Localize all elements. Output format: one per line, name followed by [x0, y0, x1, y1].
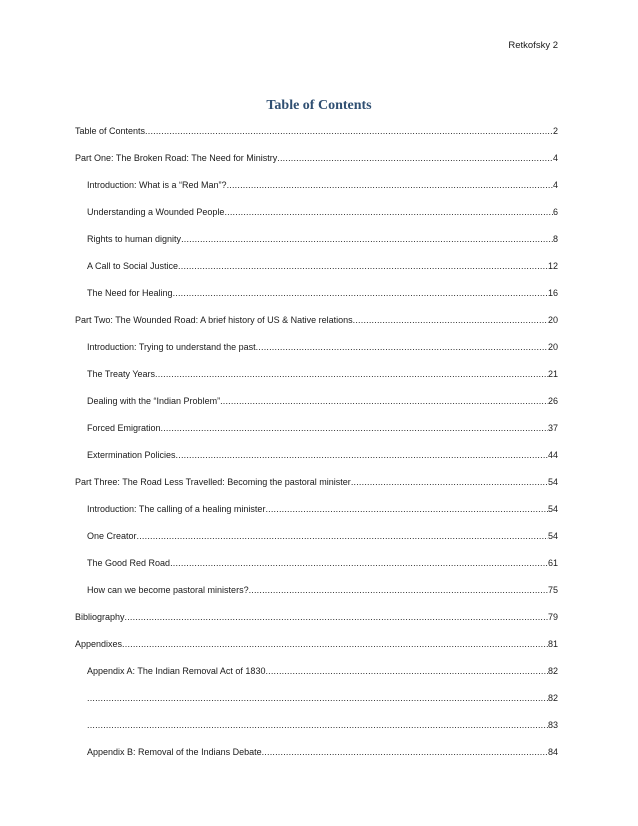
toc-entry[interactable] — [75, 280, 558, 307]
toc-leader-dots — [176, 442, 548, 469]
toc-leader-dots — [181, 226, 553, 253]
toc-entry-page: 21 — [547, 369, 558, 379]
toc-leader-dots — [125, 604, 548, 631]
toc-entry[interactable] — [75, 199, 558, 226]
toc-entry[interactable] — [75, 604, 558, 631]
toc-entry-text: Part Three: The Road Less Travelled: Becoming the pastoral minister — [75, 477, 351, 487]
toc-entry-text: Understanding a Wounded People — [87, 207, 225, 217]
toc-entry-text: Introduction: What is a “Red Man”? — [87, 180, 227, 190]
toc-entry-text: Appendixes — [75, 639, 123, 649]
toc-entry-text: A Call to Social Justice — [87, 261, 179, 271]
toc-entry[interactable] — [75, 226, 558, 253]
toc-entry-page: 2 — [552, 126, 558, 136]
toc-entry-page: 6 — [552, 207, 558, 217]
toc-leader-dots — [178, 253, 548, 280]
toc-leader-dots — [220, 388, 548, 415]
toc-leader-dots — [265, 496, 548, 523]
toc-leader-dots — [170, 550, 548, 577]
toc-entry-page: 54 — [547, 504, 558, 514]
toc-entry[interactable] — [75, 685, 558, 712]
toc-entry-text: Introduction: Trying to understand the past — [87, 342, 256, 352]
toc-entry[interactable] — [75, 307, 558, 334]
toc-leader-dots — [353, 307, 548, 334]
toc-leader-dots — [265, 658, 548, 685]
toc-entry-page: 54 — [547, 477, 558, 487]
toc-entry-page: 26 — [547, 396, 558, 406]
toc-leader-dots — [351, 469, 548, 496]
toc-entry-page: 54 — [547, 531, 558, 541]
table-of-contents — [75, 118, 558, 766]
toc-entry-page: 37 — [547, 423, 558, 433]
toc-entry-text: Introduction: The calling of a healing minister — [87, 504, 266, 514]
toc-entry[interactable] — [75, 712, 558, 739]
toc-entry-page: 82 — [547, 693, 558, 703]
toc-entry[interactable] — [75, 469, 558, 496]
toc-entry-text: Appendix B: Removal of the Indians Debate — [87, 747, 262, 757]
toc-entry-page: 82 — [547, 666, 558, 676]
toc-entry[interactable] — [75, 415, 558, 442]
toc-entry[interactable] — [75, 172, 558, 199]
toc-entry[interactable] — [75, 577, 558, 604]
toc-leader-dots — [249, 577, 548, 604]
toc-entry[interactable] — [75, 361, 558, 388]
toc-leader-dots — [155, 361, 548, 388]
toc-entry-text: Extermination Policies — [87, 450, 176, 460]
toc-entry-text: Part One: The Broken Road: The Need for Ministry — [75, 153, 278, 163]
toc-entry-page: 8 — [552, 234, 558, 244]
toc-entry-text: Dealing with the “Indian Problem” — [87, 396, 221, 406]
toc-entry-text: Appendix A: The Indian Removal Act of 1830 — [87, 666, 266, 676]
toc-entry[interactable] — [75, 523, 558, 550]
toc-entry-page: 4 — [552, 153, 558, 163]
toc-entry-text: How can we become pastoral ministers? — [87, 585, 249, 595]
toc-entry-page: 83 — [547, 720, 558, 730]
toc-leader-dots — [227, 172, 553, 199]
toc-entry-page: 61 — [547, 558, 558, 568]
toc-entry[interactable] — [75, 253, 558, 280]
toc-entry[interactable] — [75, 496, 558, 523]
toc-leader-dots — [137, 523, 548, 550]
toc-entry-text: Forced Emigration — [87, 423, 161, 433]
toc-entry-page: 84 — [547, 747, 558, 757]
toc-entry-text: The Good Red Road — [87, 558, 171, 568]
toc-leader-dots — [87, 712, 548, 739]
toc-entry[interactable] — [75, 442, 558, 469]
toc-entry-text: The Treaty Years — [87, 369, 156, 379]
toc-entry[interactable] — [75, 550, 558, 577]
toc-leader-dots — [256, 334, 548, 361]
toc-entry-text: Bibliography — [75, 612, 125, 622]
running-header: Retkofsky 2 — [508, 40, 558, 51]
toc-leader-dots — [161, 415, 548, 442]
toc-entry-page: 81 — [547, 639, 558, 649]
toc-leader-dots — [173, 280, 548, 307]
toc-entry-text: The Need for Healing — [87, 288, 173, 298]
toc-leader-dots — [224, 199, 553, 226]
toc-entry[interactable] — [75, 145, 558, 172]
toc-entry-text: One Creator — [87, 531, 137, 541]
toc-leader-dots — [262, 739, 548, 766]
toc-leader-dots — [277, 145, 553, 172]
toc-entry-page: 4 — [552, 180, 558, 190]
toc-entry[interactable] — [75, 388, 558, 415]
toc-leader-dots — [87, 685, 548, 712]
toc-entry[interactable] — [75, 739, 558, 766]
toc-leader-dots — [145, 118, 553, 145]
toc-entry-page: 12 — [547, 261, 558, 271]
toc-entry-text: Rights to human dignity — [87, 234, 182, 244]
toc-entry[interactable] — [75, 658, 558, 685]
toc-entry-text: Part Two: The Wounded Road: A brief history of US & Native relations — [75, 315, 353, 325]
toc-entry-text: Table of Contents — [75, 126, 146, 136]
toc-entry[interactable] — [75, 631, 558, 658]
toc-entry-page: 44 — [547, 450, 558, 460]
toc-entry-page: 20 — [547, 342, 558, 352]
toc-entry[interactable] — [75, 118, 558, 145]
toc-entry-page: 75 — [547, 585, 558, 595]
toc-entry-page: 20 — [547, 315, 558, 325]
toc-entry[interactable] — [75, 334, 558, 361]
toc-entry-page: 16 — [547, 288, 558, 298]
page-title: Table of Contents — [266, 98, 372, 113]
toc-leader-dots — [122, 631, 548, 658]
toc-entry-page: 79 — [547, 612, 558, 622]
